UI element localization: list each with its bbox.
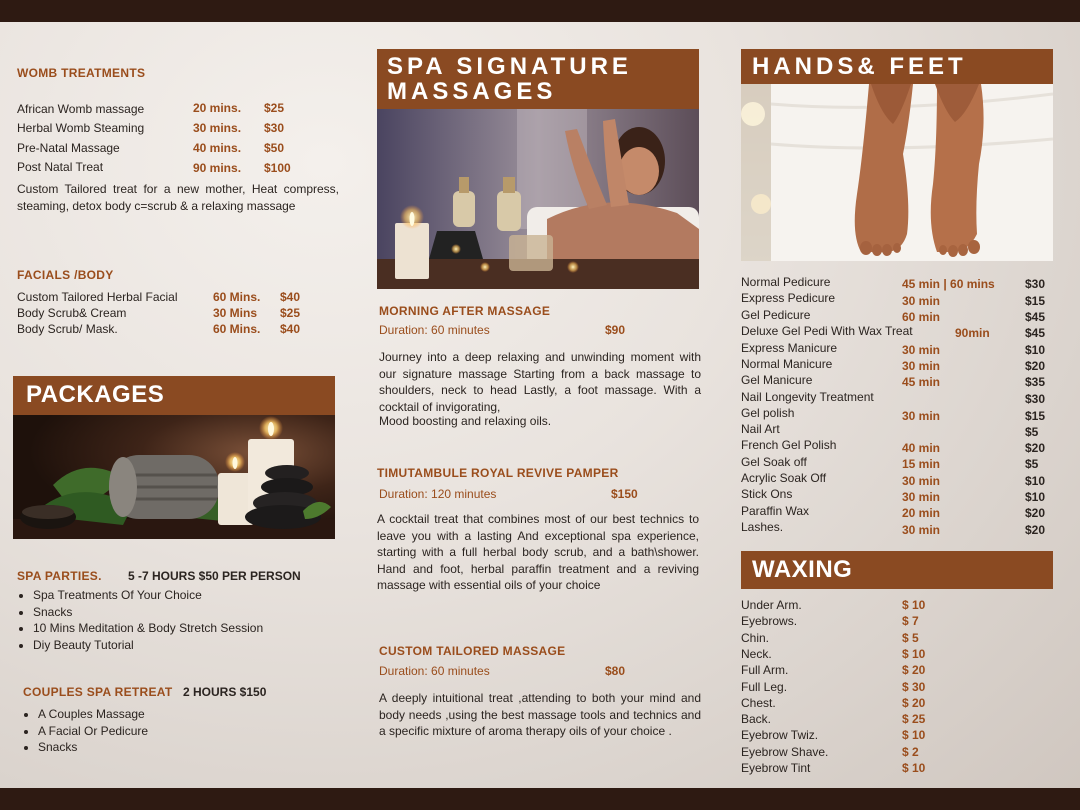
list-item: • Spa Treatments Of Your Choice bbox=[33, 587, 263, 604]
couples-detail: 2 HOURS $150 bbox=[183, 685, 267, 699]
hf-item-price: $10 bbox=[1025, 343, 1046, 357]
hf-item-time: 30 min bbox=[902, 409, 941, 423]
hf-item-time: 40 min bbox=[902, 441, 941, 455]
massage-item-name: CUSTOM TAILORED MASSAGE bbox=[379, 644, 566, 658]
signature-title-line1: SPA SIGNATURE bbox=[387, 53, 632, 80]
womb-item-name: Post Natal Treat bbox=[17, 160, 104, 174]
hf-item-price: $20 bbox=[1025, 441, 1046, 455]
wax-item-price: $ 30 bbox=[902, 680, 926, 694]
womb-item-time: 30 mins. bbox=[193, 121, 242, 135]
hands-feet-title-band bbox=[741, 49, 1053, 84]
hf-item-price: $10 bbox=[1025, 490, 1046, 504]
hf-item-name: Gel polish bbox=[741, 406, 795, 420]
wax-item-name: Eyebrows. bbox=[741, 614, 798, 628]
wax-item-name: Back. bbox=[741, 712, 772, 726]
wax-item-price: $ 7 bbox=[902, 614, 919, 628]
massage-item-name: TIMUTAMBULE ROYAL REVIVE PAMPER bbox=[377, 466, 619, 480]
signature-title-line2: MASSAGES bbox=[387, 78, 557, 105]
hf-item-name: Paraffin Wax bbox=[741, 504, 810, 518]
hf-item-price: $5 bbox=[1025, 425, 1039, 439]
couples-list bbox=[22, 706, 148, 756]
hf-item-name: Nail Art bbox=[741, 422, 780, 436]
womb-description: Custom Tailored treat for a new mother, Heat compress, steaming, detox body c=scrub & a relaxing massage bbox=[17, 182, 339, 213]
massage-item-description-cont: Mood boosting and relaxing oils. bbox=[379, 414, 552, 428]
wax-item-price: $ 10 bbox=[902, 598, 926, 612]
womb-item-time: 90 mins. bbox=[193, 161, 242, 175]
hf-item-name: Express Manicure bbox=[741, 341, 838, 355]
hf-item-name: Acrylic Soak Off bbox=[741, 471, 827, 485]
massage-image bbox=[377, 109, 699, 289]
hf-item-price: $45 bbox=[1025, 310, 1046, 324]
hf-item-time: 90min bbox=[955, 326, 990, 340]
womb-item-price: $25 bbox=[264, 101, 285, 115]
hf-item-name: Gel Soak off bbox=[741, 455, 807, 469]
womb-item-price: $50 bbox=[264, 141, 285, 155]
hf-item-name: Normal Pedicure bbox=[741, 275, 831, 289]
packages-photo bbox=[13, 415, 335, 539]
hf-item-name: Stick Ons bbox=[741, 487, 793, 501]
list-item: • A Facial Or Pedicure bbox=[38, 723, 148, 740]
spa-parties-list bbox=[17, 587, 263, 653]
hf-item-time: 30 min bbox=[902, 343, 941, 357]
wax-item-name: Full Arm. bbox=[741, 663, 789, 677]
hf-item-price: $30 bbox=[1025, 392, 1046, 406]
massage-item-description: Journey into a deep relaxing and unwinding moment with our signature massage Starting from a back massage to shoulders, neck to head Lastly, a foot massage. With a cocktail of invigorating, bbox=[379, 350, 701, 414]
facial-item-time: 30 Mins bbox=[213, 306, 258, 320]
hf-item-time: 30 min bbox=[902, 523, 941, 537]
feet-image bbox=[741, 84, 1053, 261]
spa-parties-heading: SPA PARTIES. bbox=[17, 569, 102, 583]
wax-item-name: Eyebrow Shave. bbox=[741, 745, 829, 759]
feet-photo bbox=[741, 84, 1053, 261]
hf-item-time: 60 min bbox=[902, 310, 941, 324]
massage-item-duration: Duration: 60 minutes bbox=[379, 323, 490, 337]
wax-item-price: $ 2 bbox=[902, 745, 919, 759]
hf-item-price: $15 bbox=[1025, 294, 1046, 308]
womb-heading: WOMB TREATMENTS bbox=[17, 66, 146, 80]
hf-item-price: $30 bbox=[1025, 277, 1046, 291]
womb-item-price: $100 bbox=[264, 161, 291, 175]
womb-item-name: African Womb massage bbox=[17, 102, 145, 116]
hf-item-time: 30 min bbox=[902, 359, 941, 373]
wax-item-name: Chin. bbox=[741, 631, 770, 645]
wax-item-name: Chest. bbox=[741, 696, 776, 710]
hf-item-name: Gel Manicure bbox=[741, 373, 813, 387]
list-item: • 10 Mins Meditation & Body Stretch Session bbox=[33, 620, 263, 637]
hf-item-price: $45 bbox=[1025, 326, 1046, 340]
hf-item-name: Normal Manicure bbox=[741, 357, 833, 371]
hf-item-name: French Gel Polish bbox=[741, 438, 837, 452]
wax-item-price: $ 25 bbox=[902, 712, 926, 726]
hf-item-price: $20 bbox=[1025, 359, 1046, 373]
hf-item-time: 30 min bbox=[902, 474, 941, 488]
hf-item-name: Lashes. bbox=[741, 520, 784, 534]
candles-stones-image bbox=[13, 415, 335, 539]
list-item: • A Couples Massage bbox=[38, 706, 148, 723]
list-item: • Snacks bbox=[38, 739, 148, 756]
hf-item-time: 45 min bbox=[902, 375, 941, 389]
womb-item-time: 40 mins. bbox=[193, 141, 242, 155]
packages-title-band bbox=[13, 376, 335, 415]
womb-item-name: Pre-Natal Massage bbox=[17, 141, 120, 155]
waxing-title-band bbox=[741, 551, 1053, 589]
couples-heading: COUPLES SPA RETREAT bbox=[23, 685, 173, 699]
wax-item-price: $ 5 bbox=[902, 631, 919, 645]
facial-item-price: $40 bbox=[280, 322, 301, 336]
waxing-title: WAXING bbox=[752, 556, 853, 583]
facial-item-name: Custom Tailored Herbal Facial bbox=[17, 290, 178, 304]
hf-item-name: Deluxe Gel Pedi With Wax Treat bbox=[741, 324, 913, 338]
hf-item-time: 20 min bbox=[902, 506, 941, 520]
signature-title-band bbox=[377, 49, 699, 109]
wax-item-price: $ 10 bbox=[902, 728, 926, 742]
massage-photo bbox=[377, 109, 699, 289]
massage-item-description: A deeply intuitional treat ,attending to both your mind and body needs ,using the best massage tools and technics and a specific mixture of aroma therapy oils of your choice . bbox=[379, 691, 701, 738]
facial-item-time: 60 Mins. bbox=[213, 290, 261, 304]
wax-item-name: Under Arm. bbox=[741, 598, 802, 612]
facials-heading: FACIALS /BODY bbox=[17, 268, 114, 282]
packages-title: PACKAGES bbox=[26, 381, 165, 408]
hf-item-price: $5 bbox=[1025, 457, 1039, 471]
hf-item-name: Express Pedicure bbox=[741, 291, 836, 305]
facial-item-name: Body Scrub& Cream bbox=[17, 306, 127, 320]
hf-item-name: Nail Longevity Treatment bbox=[741, 390, 874, 404]
hf-item-price: $35 bbox=[1025, 375, 1046, 389]
massage-item-price: $90 bbox=[605, 323, 626, 337]
wax-item-name: Full Leg. bbox=[741, 680, 788, 694]
facial-item-price: $25 bbox=[280, 306, 301, 320]
massage-item-name: MORNING AFTER MASSAGE bbox=[379, 304, 551, 318]
hands-feet-title: HANDS& FEET bbox=[752, 53, 967, 80]
wax-item-name: Eyebrow Tint bbox=[741, 761, 811, 775]
wax-item-name: Eyebrow Twiz. bbox=[741, 728, 819, 742]
massage-item-duration: Duration: 120 minutes bbox=[379, 487, 497, 501]
womb-item-name: Herbal Womb Steaming bbox=[17, 121, 145, 135]
spa-parties-detail: 5 -7 HOURS $50 PER PERSON bbox=[128, 569, 301, 583]
list-item: • Snacks bbox=[33, 604, 263, 621]
womb-item-price: $30 bbox=[264, 121, 285, 135]
list-item: • Diy Beauty Tutorial bbox=[33, 637, 263, 654]
wax-item-price: $ 10 bbox=[902, 761, 926, 775]
wax-item-price: $ 20 bbox=[902, 696, 926, 710]
hf-item-price: $20 bbox=[1025, 523, 1046, 537]
hf-item-time: 30 min bbox=[902, 490, 941, 504]
hf-item-time: 45 min | 60 mins bbox=[902, 277, 995, 291]
hf-item-time: 30 min bbox=[902, 294, 941, 308]
hf-item-price: $20 bbox=[1025, 506, 1046, 520]
hf-item-time: 15 min bbox=[902, 457, 941, 471]
hf-item-price: $15 bbox=[1025, 409, 1046, 423]
facial-item-time: 60 Mins. bbox=[213, 322, 261, 336]
wax-item-price: $ 10 bbox=[902, 647, 926, 661]
wax-item-name: Neck. bbox=[741, 647, 772, 661]
wax-item-price: $ 20 bbox=[902, 663, 926, 677]
bottom-frame-bar bbox=[0, 788, 1080, 810]
massage-item-description: A cocktail treat that combines most of our best technics to leave you with a lasting And exceptional spa experience, starting with a full herbal body scrub, and a bath\shower. Hand and foot, herbal paraffin treatment and a reviving massage with essential oils of your choice bbox=[377, 512, 699, 592]
facial-item-price: $40 bbox=[280, 290, 301, 304]
womb-item-time: 20 mins. bbox=[193, 101, 242, 115]
hf-item-name: Gel Pedicure bbox=[741, 308, 811, 322]
hf-item-price: $10 bbox=[1025, 474, 1046, 488]
massage-item-duration: Duration: 60 minutes bbox=[379, 664, 490, 678]
top-frame-bar bbox=[0, 0, 1080, 22]
facial-item-name: Body Scrub/ Mask. bbox=[17, 322, 118, 336]
massage-item-price: $150 bbox=[611, 487, 638, 501]
massage-item-price: $80 bbox=[605, 664, 626, 678]
